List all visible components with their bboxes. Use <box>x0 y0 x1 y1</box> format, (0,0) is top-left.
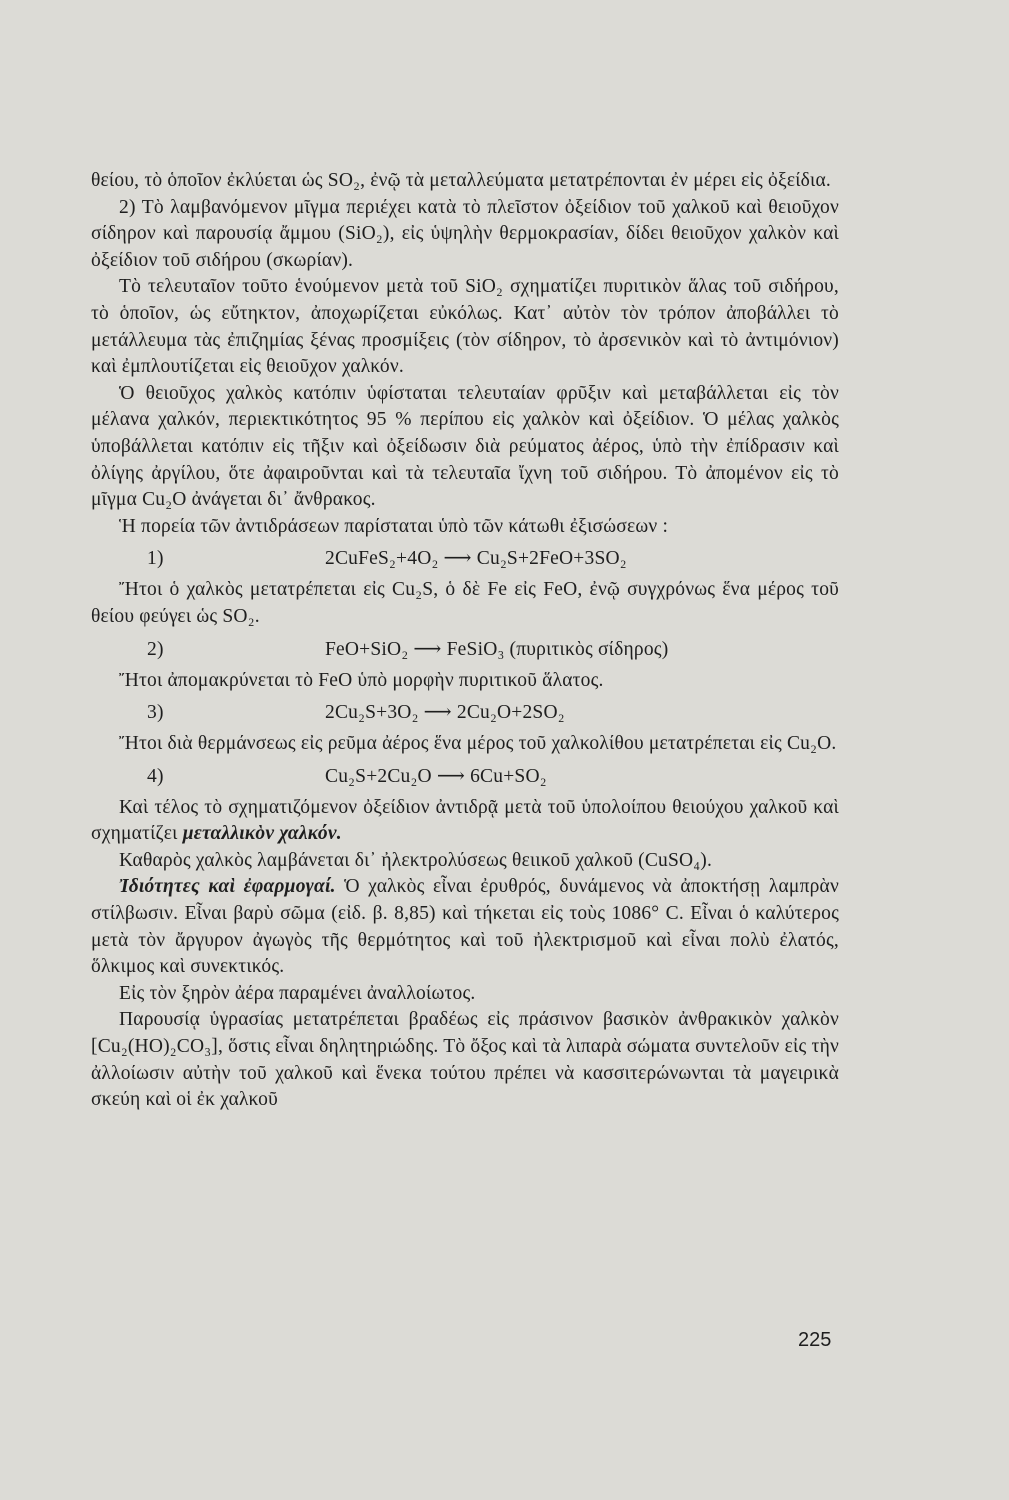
paragraph: Ἡ πορεία τῶν ἀντιδράσεων παρίσταται ὑπὸ τῶν κάτωθι ἐξισώσεων : <box>119 515 669 537</box>
equation-1 <box>91 540 839 577</box>
paragraph <box>91 874 839 980</box>
equation-formula: Cu₂S+2Cu₂O ⟶ 6Cu+SO₂ <box>325 765 547 787</box>
equation-formula: FeO+SiO₂ ⟶ FeSiO₃ (πυριτικὸς σίδηρος) <box>325 638 669 660</box>
paragraph: 2) Τὸ λαμβανόμενον μῖγμα περιέχει κατὰ τὸ πλεῖστον ὀξείδιον τοῦ χαλκοῦ καὶ θειοῦχον σίδηρον καὶ παρουσίᾳ ἄμμου (SiO₂), εἰς ὑψηλὴν θερμοκρασίαν, δίδει θειοῦχον χαλκὸν καὶ ὀξείδιον τοῦ σιδήρου (σκωρίαν). <box>91 196 839 271</box>
paragraph: Ὁ θειοῦχος χαλκὸς κατόπιν ὑφίσταται τελευταίαν φρῦξιν καὶ μεταβάλλεται εἰς τὸν μέλανα χαλκόν, περιεκτικότητος 95 % περίπου εἰς χαλκὸν καὶ ὀξείδιον. Ὁ μέλας χαλκὸς ὑποβάλλεται κατόπιν εἰς τῆξιν καὶ ὀξείδωσιν διὰ ρεύματος ἀέρος, ὑπὸ τὴν ἐπίδρασιν καὶ ὀλίγης ἀργίλου, ὅτε ἀφαιροῦνται καὶ τὰ τελευταῖα ἴχνη τοῦ σιδήρου. Τὸ ἀπομένον εἰς τὸ μῖγμα Cu₂O ἀνάγεται δι᾽ ἄνθρακος. <box>91 382 839 511</box>
paragraph-text: Ὁ χαλκὸς εἶναι ἐρυθρός, δυνάμενος νὰ ἀποκτήσῃ λαμπρὰν στίλβωσιν. Εἶναι βαρὺ σῶμα (εἰδ. β. 8,85) καὶ τήκεται εἰς τοὺς 1086° C. Εἶναι ὁ καλύτερος μετὰ τὸν ἄργυρον ἀγωγὸς τῆς θερμότητος καὶ τοῦ ἠλεκτρισμοῦ καὶ εἶναι πολὺ ἐλατός, ὅλκιμος καὶ συνεκτικός. <box>91 876 839 978</box>
equation-number: 2) <box>147 638 164 660</box>
equation-number: 3) <box>147 702 164 724</box>
paragraph: Ἤτοι ὁ χαλκὸς μετατρέπεται εἰς Cu₂S, ὁ δὲ Fe εἰς FeO, ἐνῷ συγχρόνως ἕνα μέρος τοῦ θείου φεύγει ὡς SO₂. <box>91 579 839 627</box>
equation-formula: 2Cu₂S+3O₂ ⟶ 2Cu₂O+2SO₂ <box>325 702 565 724</box>
page-number: 225 <box>798 1329 832 1351</box>
paragraph: Καθαρὸς χαλκὸς λαμβάνεται δι᾽ ἠλεκτρολύσεως θειικοῦ χαλκοῦ (CuSO₄). <box>119 849 713 871</box>
page-body <box>91 168 839 1114</box>
paragraph: Παρουσίᾳ ὑγρασίας μετατρέπεται βραδέως εἰς πράσινον βασικὸν ἀνθρακικὸν χαλκὸν [Cu₂(HO)₂CO₃], ὅστις εἶναι δηλητηριώδης. Τὸ ὄξος καὶ τὰ λιπαρὰ σώματα συντελοῦν εἰς τὴν ἀλλοίωσιν αὐτὴν τοῦ χαλκοῦ καὶ ἕνεκα τούτου πρέπει νὰ κασσιτερώνωνται τὰ μαγειρικὰ σκεύη καὶ οἱ ἐκ χαλκοῦ <box>91 1009 839 1111</box>
equation-formula: 2CuFeS₂+4O₂ ⟶ Cu₂S+2FeO+3SO₂ <box>325 548 627 570</box>
paragraph: Ἤτοι διὰ θερμάνσεως εἰς ρεῦμα ἀέρος ἕνα μέρος τοῦ χαλκολίθου μετατρέπεται εἰς Cu₂O. <box>119 733 837 755</box>
paragraph <box>91 795 839 848</box>
equation-3 <box>91 694 839 731</box>
paragraph: θείου, τὸ ὁποῖον ἐκλύεται ὡς SO₂, ἐνῷ τὰ μεταλλεύματα μετατρέπονται ἐν μέρει εἰς ὀξείδια. <box>91 170 831 191</box>
paragraph: Εἰς τὸν ξηρὸν ἀέρα παραμένει ἀναλλοίωτος. <box>119 982 476 1004</box>
equation-2 <box>91 631 839 668</box>
paragraph: Ἤτοι ἀπομακρύνεται τὸ FeO ὑπὸ μορφὴν πυριτικοῦ ἅλατος. <box>119 669 604 691</box>
paragraph-text: Καὶ τέλος τὸ σχηματιζόμενον ὀξείδιον ἀντιδρᾷ μετὰ τοῦ ὑπολοίπου θειούχου χαλκοῦ καὶ σχηματίζει <box>91 796 839 845</box>
section-heading: Ἰδιότητες καὶ ἐφαρμογαί. <box>119 876 336 898</box>
equation-number: 1) <box>147 548 164 570</box>
equation-number: 4) <box>147 765 164 787</box>
equation-4 <box>91 758 839 795</box>
paragraph: Τὸ τελευταῖον τοῦτο ἑνούμενον μετὰ τοῦ SiO₂ σχηματίζει πυριτικὸν ἅλας τοῦ σιδήρου, τὸ ὁποῖον, ὡς εὔτηκτον, ἀποχωρίζεται εὐκόλως. Κατ᾽ αὐτὸν τὸν τρόπον ἀποβάλλει τὸ μετάλλευμα τὰς ἐπιζημίας ξένας προσμίξεις (τὸν σίδηρον, τὸ ἀρσενικὸν καὶ τὸ ἀντιμόνιον) καὶ ἐμπλουτίζεται εἰς θειοῦχον χαλκόν. <box>91 276 839 378</box>
emphasis-text: μεταλλικὸν χαλκόν. <box>182 823 342 845</box>
